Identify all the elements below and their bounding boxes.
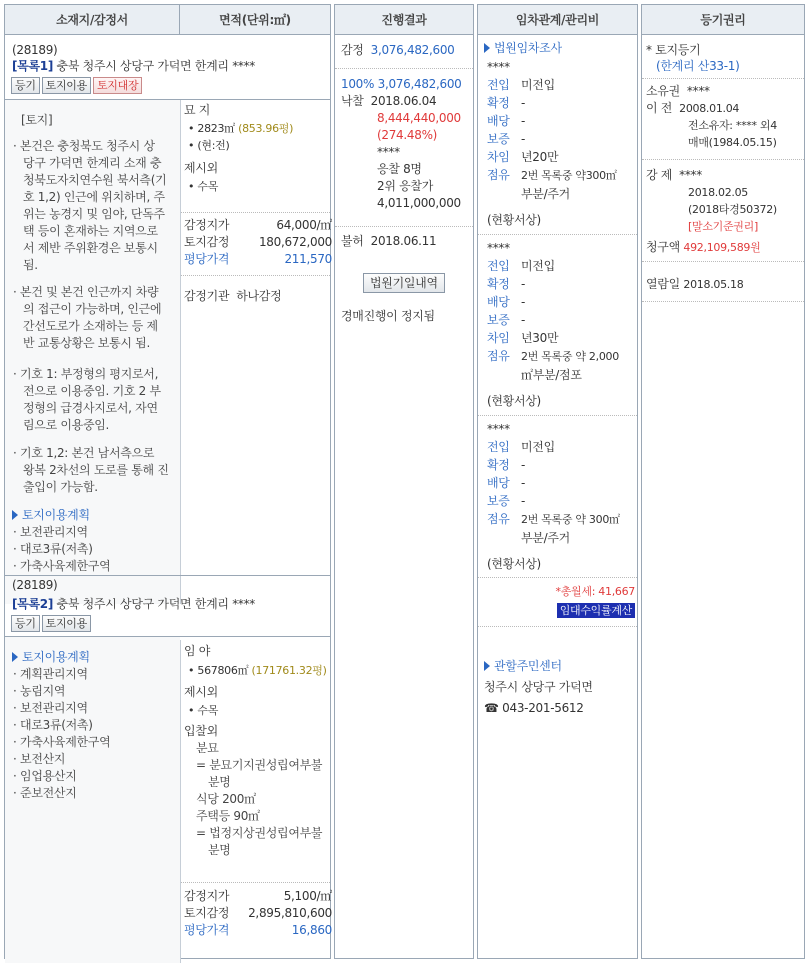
- item1-plan-list: [13, 524, 110, 575]
- text-line: 림으로 이용중임.: [23, 418, 110, 432]
- text-line: 택 등이 혼재하는 지역으로: [23, 224, 158, 238]
- item1-desc-3: [13, 366, 178, 434]
- progress-panel: [334, 4, 474, 959]
- location-area-panel: [4, 4, 331, 959]
- text-line: · 가축사육제한구역: [13, 735, 111, 749]
- claim-amount: 청구액 492,109,589원: [646, 240, 761, 254]
- tenant-2: **** 전입 미전입 확정 - 배당 - 보증 - 차임 년30만 점유 2번 목록중 약 2,000 ㎡부분/점포 (현황서상): [487, 241, 619, 408]
- text-line: · 가축사육제한구역: [13, 559, 111, 573]
- tenant-3: **** 전입 미전입 확정 - 배당 - 보증 - 점유 2번 목록중 약 300㎡ 부분/주거 (현황서상): [487, 422, 620, 571]
- phone-icon: ☎: [484, 701, 499, 715]
- arrow-icon: [12, 652, 18, 662]
- court-survey-title: 법원임차조사: [484, 40, 562, 57]
- text-line: · 기호 1: 부정형의 평지로서,: [13, 367, 159, 381]
- registry-panel: [641, 4, 805, 959]
- center-title: 관할주민센터: [484, 658, 562, 675]
- arrow-icon: [12, 510, 18, 520]
- item2-plan-list: [13, 666, 110, 802]
- item1-desc-4: [13, 445, 178, 496]
- center-name: 청주시 상당구 가덕면: [484, 680, 593, 694]
- text-line: · 보전산지: [13, 752, 66, 766]
- land-use-button-2[interactable]: 토지이용: [42, 615, 91, 632]
- total-rent: *총월세: 41,667 임대수익률계산: [555, 585, 635, 617]
- header-area: 면적(단위:㎡): [180, 5, 330, 35]
- arrow-icon: [484, 43, 490, 53]
- land-title: [토지]: [21, 113, 53, 127]
- text-line: 정형의 급경사지로서, 자연: [23, 401, 158, 415]
- excl-item-2: • 수목: [188, 704, 219, 717]
- bid-excl: 입찰외: [184, 724, 218, 738]
- text-line: · 본건은 충청북도 청주시 상: [13, 139, 155, 153]
- excl-item: • 수목: [188, 180, 219, 193]
- land-use-button[interactable]: 토지이용: [42, 77, 91, 94]
- land-ledger-button[interactable]: 토지대장: [93, 77, 142, 94]
- text-line: 출입이 가능함.: [23, 480, 98, 494]
- text-line: 반 교통상황은 보통시 됨.: [23, 336, 150, 350]
- item1-address: [목록1] 충북 청주시 상당구 가덕면 한계리 ****: [12, 59, 255, 73]
- land-registry-title: * 토지등기: [646, 43, 701, 57]
- text-line: · 보전관리지역: [13, 525, 88, 539]
- text-line: 의 접근이 가능하며, 인근에: [23, 302, 162, 316]
- text-line: · 보전관리지역: [13, 701, 88, 715]
- item2-zip: (28189): [12, 578, 58, 592]
- min-price: 100% 3,076,482,600: [341, 77, 462, 91]
- view-date: 열람일 2018.05.18: [646, 277, 744, 291]
- text-line: · 임업용산지: [13, 769, 77, 783]
- area-size-2: • 567806㎡ (171761.32평): [188, 664, 327, 677]
- land-plan-title: 토지이용계획: [12, 507, 90, 524]
- text-line: · 기호 1,2: 본건 남서측으로: [13, 446, 155, 460]
- appraisal-org: 감정기관 하나감정: [184, 289, 282, 303]
- text-line: · 계획관리지역: [13, 667, 88, 681]
- registry-button-2[interactable]: 등기: [11, 615, 40, 632]
- land-plan-title-2: 토지이용계획: [12, 649, 90, 666]
- arrow-icon: [484, 661, 490, 671]
- rent-yield-button[interactable]: 임대수익률계산: [557, 603, 635, 618]
- header-registry: 등기권리: [642, 5, 804, 35]
- tenants-panel: [477, 4, 638, 959]
- item1-buttons: [11, 77, 144, 94]
- text-line: 됨.: [23, 258, 38, 272]
- item1-price-block: 감정지가 64,000/㎡ 토지감정 180,672,000 평당가격 211,570: [184, 218, 332, 266]
- land-registry-loc: (한계리 산33-1): [656, 59, 740, 73]
- text-line: 청북도자치연수원 북서측(기: [23, 173, 167, 187]
- registry-button[interactable]: 등기: [11, 77, 40, 94]
- text-line: · 본건 및 본건 인근까지 차량: [13, 285, 159, 299]
- header-tenants: 임차관계/관리비: [478, 5, 637, 35]
- text-line: 서 제반 주위환경은 보통시: [23, 241, 158, 255]
- text-line: · 준보전산지: [13, 786, 77, 800]
- item1-zip: (28189): [12, 43, 58, 57]
- bid-excl-list: 분묘 = 분묘기지권성립여부불 분명 식당 200㎡ 주택등 90㎡ = 법정지상권성립여부불 분명: [196, 741, 323, 857]
- item1-desc-1: [13, 138, 178, 274]
- item2-buttons: [11, 615, 93, 632]
- item2-price-block: 감정지가 5,100/㎡ 토지감정 2,895,810,600 평당가격 16,860: [184, 889, 332, 937]
- payment-status: 불허 2018.06.11: [341, 234, 437, 248]
- auction-stopped: 경매진행이 정지됨: [341, 309, 435, 323]
- header-progress: 진행결과: [335, 5, 473, 35]
- text-line: · 대로3류(저촉): [13, 542, 93, 556]
- text-line: 위는 농경지 및 임야, 단독주: [23, 207, 165, 221]
- ownership: 소유권 **** 이 전 2008.01.04 전소유자: **** 외4 매매(1984.05.15): [646, 84, 777, 149]
- item1-desc-2: [13, 284, 178, 352]
- appr-price: 감정 3,076,482,600: [341, 43, 455, 57]
- header-location: 소재지/감정서: [5, 5, 180, 35]
- area-size: • 2823㎡ (853.96평): [188, 122, 294, 135]
- center-phone: ☎ 043-201-5612: [484, 701, 584, 715]
- winning-bid: 낙찰 2018.06.04 8,444,440,000 (274.48%) **** 응찰 8명 2위 응찰가 4,011,000,000: [341, 94, 461, 210]
- text-line: · 대로3류(저촉): [13, 718, 93, 732]
- text-line: 전으로 이용중임. 기호 2 부: [23, 384, 161, 398]
- text-line: 왕복 2차선의 도로를 통해 진: [23, 463, 169, 477]
- area-type-2: 임 야: [184, 644, 211, 658]
- excl-title-2: 제시외: [184, 685, 218, 699]
- area-type: 묘 지: [184, 103, 211, 117]
- text-line: 당구 가덕면 한계리 소재 충: [23, 156, 162, 170]
- tenant-1: **** 전입 미전입 확정 - 배당 - 보증 - 차임 년20만 점유 2번 목록중 약300㎡ 부분/주거 (현황서상): [487, 60, 617, 227]
- text-line: 호 1,2) 인근에 위치하며, 주: [23, 190, 165, 204]
- excl-title: 제시외: [184, 161, 218, 175]
- text-line: · 농림지역: [13, 684, 66, 698]
- area-current: • (현:전): [188, 139, 230, 152]
- item2-address: [목록2] 충북 청주시 상당구 가덕면 한계리 ****: [12, 597, 255, 611]
- court-dates-button[interactable]: 법원기일내역: [363, 273, 447, 293]
- text-line: 간선도로가 소재하는 등 제: [23, 319, 158, 333]
- compulsory-auction: 강 제 **** 2018.02.05 (2018타경50372) [말소기준권리]: [646, 168, 777, 233]
